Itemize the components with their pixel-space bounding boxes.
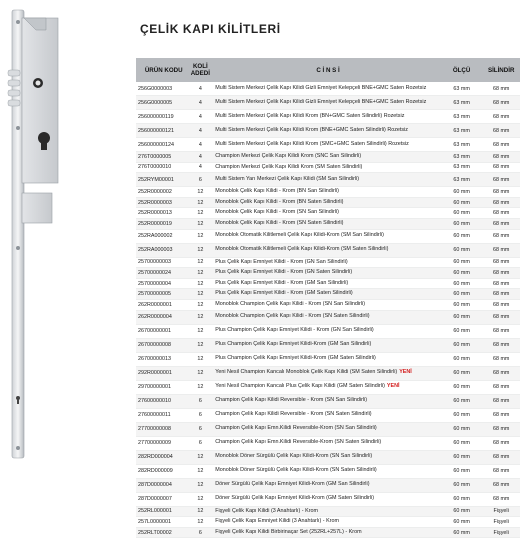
- table-row: [136, 479, 520, 493]
- cell-silindir: 68 mm: [492, 440, 510, 447]
- cell-cins: [211, 86, 441, 92]
- cell-silindir: 68 mm: [492, 468, 510, 475]
- cell-kod: 26700000013: [138, 356, 171, 363]
- cell-koli: 12: [197, 342, 204, 349]
- cell-koli: 12: [197, 220, 204, 227]
- header-koli: KOLİ ADEDİ: [190, 63, 210, 77]
- cell-olcu: 60 mm: [453, 328, 470, 335]
- table-row: [136, 493, 520, 507]
- cell-cins: [211, 482, 441, 488]
- cell-cins: [211, 384, 441, 390]
- cell-silindir: 68 mm: [492, 370, 510, 377]
- table-row: [136, 409, 520, 423]
- cell-kod: 25700000005: [138, 291, 171, 298]
- cell-cins-text: Multi Sistem Merkezi Çelik Kapı Kilidi Gizli Emniyet Kelepçeli BNE+GMC Saten Rozetsiz: [215, 98, 427, 105]
- cell-cins: [211, 398, 441, 404]
- cell-kod: 252RYM00001: [138, 176, 174, 183]
- table-row: [136, 124, 520, 138]
- cell-cins-text: Monoblok Çelik Kapı Kilidi - Krom (BN San Silindirli): [215, 188, 339, 195]
- cell-olcu: 60 mm: [453, 291, 470, 298]
- table-row: [136, 187, 520, 198]
- cell-kod: 29700000001: [138, 384, 171, 391]
- cell-cins-text: Döner Sürgülü Çelik Kapı Emniyet Kilidi-Krom (GM San Silindirli): [215, 481, 370, 488]
- cell-koli: 12: [197, 496, 204, 503]
- table-row: [136, 517, 520, 528]
- table-row: [136, 395, 520, 409]
- cell-silindir: 68 mm: [492, 233, 510, 240]
- cell-olcu: 60 mm: [453, 210, 470, 217]
- cell-koli: 6: [198, 440, 202, 447]
- table-row: [136, 507, 520, 518]
- cell-koli: 12: [197, 314, 204, 321]
- cell-kod: 252RL000001: [138, 508, 172, 515]
- cell-cins: [211, 370, 441, 376]
- cell-koli: 6: [198, 529, 202, 536]
- cell-olcu: 60 mm: [453, 247, 470, 254]
- cell-cins: [211, 270, 441, 276]
- cell-olcu: 60 mm: [453, 440, 470, 447]
- cell-cins-text: Döner Sürgülü Çelik Kapı Emniyet Kilidi-Krom (GM Saten Silindirli): [215, 495, 374, 502]
- cell-cins: [211, 496, 441, 502]
- cell-kod: 252R0000003: [138, 199, 172, 206]
- cell-cins: [211, 509, 441, 515]
- cell-koli: 12: [197, 301, 204, 308]
- cell-olcu: 63 mm: [453, 113, 470, 120]
- cell-kod: 256000000121: [138, 127, 174, 134]
- cell-cins-text: Champion Merkezi Çelik Kapı Kilidi Krom (SM Saten Silindirli): [215, 163, 363, 170]
- cell-koli: 12: [197, 384, 204, 391]
- cell-cins: [211, 210, 441, 216]
- cell-silindir: 68 mm: [492, 220, 510, 227]
- cell-cins-text: Monoblok Otomatik Kilitlemeli Çelik Kapı Kilidi-Krom (SM San Silindirli): [215, 232, 384, 239]
- cell-kod: 287D0000004: [138, 482, 172, 489]
- cell-silindir: 68 mm: [492, 269, 510, 276]
- header-cins: C İ N S İ: [316, 66, 340, 74]
- cell-silindir: 68 mm: [492, 280, 510, 287]
- cell-cins-text: Fişyeli Çelik Kapı Kilidi Birbirinaçar Set (252RL+257L) - Krom: [215, 528, 362, 535]
- cell-olcu: 60 mm: [453, 314, 470, 321]
- table-row: [136, 163, 520, 174]
- cell-olcu: 60 mm: [453, 233, 470, 240]
- cell-cins: [211, 189, 441, 195]
- cell-cins-text: Multi Sistem Merkezi Çelik Kapı Kilidi Krom (SMC+GMC Saten Silindirli) Rozetsiz: [215, 140, 409, 147]
- table-row: [136, 528, 520, 538]
- table-row: [136, 451, 520, 465]
- cell-kod: 27700000008: [138, 426, 171, 433]
- table-row: [136, 465, 520, 479]
- cell-kod: 27600000010: [138, 398, 171, 405]
- cell-cins: [211, 142, 441, 148]
- table-body: [136, 82, 520, 538]
- cell-cins-text: Monoblok Döner Sürgülü Çelik Kapı Kilidi-Krom (SN Saten Silindirli): [215, 467, 377, 474]
- cell-olcu: 60 mm: [453, 398, 470, 405]
- cell-silindir: Fişyeli: [493, 518, 509, 525]
- cell-cins-text: Yeni Nesil Champion Kancalı Monoblok Çelik Kapı Kilidi (SM Saten Silindirli): [215, 369, 398, 376]
- cell-koli: 4: [198, 85, 202, 92]
- cell-koli: 4: [198, 127, 202, 134]
- table-row: [136, 353, 520, 367]
- cell-cins-text: Plus Çelik Kapı Emniyet Kilidi - Krom (GM Saten Silindirli): [215, 290, 353, 297]
- cell-koli: 4: [198, 141, 202, 148]
- page-title: ÇELİK KAPI KİLİTLERİ: [140, 22, 281, 36]
- cell-cins-text: Monoblok Champion Çelik Kapı Kilidi - Krom (SN Saten Silindirli): [215, 313, 370, 320]
- cell-koli: 12: [197, 210, 204, 217]
- table-row: [136, 230, 520, 244]
- cell-olcu: 60 mm: [453, 454, 470, 461]
- cell-cins: [211, 412, 441, 418]
- cell-olcu: 60 mm: [453, 496, 470, 503]
- cell-kod: 282RD000004: [138, 454, 173, 461]
- cell-silindir: 68 mm: [492, 301, 510, 308]
- header-olcu: ÖLÇÜ: [452, 66, 471, 74]
- cell-olcu: 60 mm: [453, 508, 470, 515]
- table-row: [136, 289, 520, 300]
- cell-silindir: 68 mm: [492, 199, 510, 206]
- cell-olcu: 60 mm: [453, 259, 470, 266]
- cell-koli: 12: [197, 468, 204, 475]
- cell-cins-text: Plus Champion Çelik Kapı Emniyet Kilidi-Krom (GM Saten Silindirli): [215, 355, 376, 362]
- cell-koli: 12: [197, 188, 204, 195]
- table-row: [136, 367, 520, 381]
- cell-olcu: 60 mm: [453, 188, 470, 195]
- cell-cins: [211, 281, 441, 287]
- cell-kod: 252RA000003: [138, 247, 173, 254]
- table-row: [136, 279, 520, 290]
- cell-koli: 12: [197, 291, 204, 298]
- cell-koli: 12: [197, 233, 204, 240]
- cell-olcu: 60 mm: [453, 482, 470, 489]
- cell-silindir: 68 mm: [492, 85, 510, 92]
- cell-olcu: 60 mm: [453, 220, 470, 227]
- cell-cins-text: Monoblok Otomatik Kilitlemeli Çelik Kapı Kilidi-Krom (SM Saten Silindirli): [215, 246, 389, 253]
- cell-olcu: 60 mm: [453, 280, 470, 287]
- cell-olcu: 60 mm: [453, 342, 470, 349]
- cell-kod: 25700000004: [138, 280, 171, 287]
- cell-cins: [211, 314, 441, 320]
- cell-koli: 4: [198, 113, 202, 120]
- cell-silindir: 68 mm: [492, 188, 510, 195]
- cell-silindir: 68 mm: [492, 210, 510, 217]
- cell-cins: [211, 302, 441, 308]
- cell-kod: 257L0000001: [138, 518, 171, 525]
- cell-silindir: 68 mm: [492, 384, 510, 391]
- cell-cins-text: Monoblok Çelik Kapı Kilidi - Krom (SN Saten Silindirli): [215, 219, 344, 226]
- cell-cins: [211, 100, 441, 106]
- cell-cins: [211, 128, 441, 134]
- cell-silindir: 68 mm: [492, 356, 510, 363]
- cell-olcu: 63 mm: [453, 141, 470, 148]
- cell-cins-text: Multi Sistem Merkezi Çelik Kapı Kilidi Gizli Emniyet Kelepçeli BNE+GMC Saten Rozetsiz: [215, 84, 427, 91]
- cell-silindir: 68 mm: [492, 99, 510, 106]
- cell-cins: [211, 468, 441, 474]
- cell-olcu: 63 mm: [453, 176, 470, 183]
- cell-cins: [211, 440, 441, 446]
- table-row: [136, 82, 520, 96]
- cell-kod: 262R0000001: [138, 301, 172, 308]
- cell-cins: [211, 247, 441, 253]
- cell-koli: 12: [197, 482, 204, 489]
- cell-cins: [211, 177, 441, 183]
- table-row: [136, 96, 520, 110]
- cell-cins: [211, 233, 441, 239]
- cell-kod: 25700000003: [138, 259, 171, 266]
- table-row: [136, 152, 520, 163]
- cell-silindir: 68 mm: [492, 247, 510, 254]
- table-row: [136, 138, 520, 152]
- cell-koli: 12: [197, 247, 204, 254]
- cell-kod: 262R0000004: [138, 314, 172, 321]
- cell-silindir: 68 mm: [492, 291, 510, 298]
- cell-koli: 12: [197, 269, 204, 276]
- cell-silindir: Fişyeli: [493, 529, 509, 536]
- cell-silindir: Fişyeli: [493, 508, 509, 515]
- cell-olcu: 60 mm: [453, 468, 470, 475]
- cell-cins: [211, 165, 441, 171]
- cell-olcu: 63 mm: [453, 164, 470, 171]
- cell-koli: 6: [198, 426, 202, 433]
- cell-cins-text: Monoblok Çelik Kapı Kilidi - Krom (BN Saten Silindirli): [215, 198, 344, 205]
- cell-olcu: 63 mm: [453, 153, 470, 160]
- cell-koli: 12: [197, 356, 204, 363]
- cell-koli: 6: [198, 412, 202, 419]
- cell-kod: 282RD000009: [138, 468, 173, 475]
- cell-cins: [211, 530, 441, 536]
- cell-cins-text: Multi Sistem Yarı Merkezi Çelik Kapı Kilidi (SM San Silindirli): [215, 175, 360, 182]
- cell-cins: [211, 114, 441, 120]
- table-row: [136, 381, 520, 395]
- cell-cins-text: Plus Champion Çelik Kapı Emniyet Kilidi-Krom (GM San Silindirli): [215, 341, 372, 348]
- cell-kod: 256G0000003: [138, 85, 173, 92]
- table-row: [136, 325, 520, 339]
- cell-cins-text: Fişyeli Çelik Kapı Emniyet Kilidi (3 Anahtarlı) - Krom: [215, 518, 339, 525]
- cell-kod: 25700000024: [138, 269, 171, 276]
- cell-silindir: 68 mm: [492, 164, 510, 171]
- cell-silindir: 68 mm: [492, 482, 510, 489]
- cell-cins: [211, 260, 441, 266]
- cell-cins-text: Champion Çelik Kapı Emn.Kilidi Reversible-Krom (SN San Silindirli): [215, 425, 377, 432]
- cell-koli: 6: [198, 176, 202, 183]
- cell-kod: 256000000119: [138, 113, 174, 120]
- cell-cins: [211, 454, 441, 460]
- cell-silindir: 68 mm: [492, 314, 510, 321]
- cell-kod: 27600000011: [138, 412, 171, 419]
- new-badge: YENİ: [386, 383, 400, 390]
- cell-olcu: 60 mm: [453, 426, 470, 433]
- cell-kod: 256000000124: [138, 141, 174, 148]
- table-row: [136, 173, 520, 187]
- new-badge: YENİ: [399, 369, 412, 376]
- cell-cins-text: Monoblok Döner Sürgülü Çelik Kapı Kilidi-Krom (SN San Silindirli): [215, 453, 373, 460]
- cell-koli: 12: [197, 454, 204, 461]
- cell-olcu: 60 mm: [453, 518, 470, 525]
- cell-kod: 287D0000007: [138, 496, 172, 503]
- cell-cins-text: Yeni Nesil Champion Kancalı Plus Çelik Kapı Kilidi (GM Saten Silindirli): [215, 383, 385, 390]
- cell-kod: 276T0000005: [138, 153, 172, 160]
- cell-olcu: 63 mm: [453, 99, 470, 106]
- cell-koli: 12: [197, 508, 204, 515]
- cell-koli: 12: [197, 280, 204, 287]
- cell-koli: 12: [197, 328, 204, 335]
- cell-cins: [211, 426, 441, 432]
- cell-cins-text: Fişyeli Çelik Kapı Kilidi (3 Anahtarlı) - Krom: [215, 507, 318, 514]
- table-row: [136, 208, 520, 219]
- product-table: [136, 58, 520, 538]
- cell-cins: [211, 291, 441, 297]
- table-row: [136, 219, 520, 230]
- cell-silindir: 68 mm: [492, 113, 510, 120]
- cell-cins: [211, 519, 441, 525]
- cell-kod: 26700000001: [138, 328, 171, 335]
- header-silindir: SİLİNDİR: [487, 66, 515, 74]
- cell-cins-text: Multi Sistem Merkezi Çelik Kapı Kilidi Krom (BN+GMC Saten Silindirli) Rozetsiz: [215, 112, 405, 119]
- cell-silindir: 68 mm: [492, 426, 510, 433]
- table-row: [136, 258, 520, 269]
- cell-kod: 252R0000002: [138, 188, 172, 195]
- cell-silindir: 68 mm: [492, 153, 510, 160]
- cell-koli: 12: [197, 259, 204, 266]
- cell-cins-text: Champion Merkezi Çelik Kapı Kilidi Krom (SNC San Silindirli): [215, 153, 362, 159]
- table-header: [136, 58, 520, 82]
- cell-cins-text: Plus Çelik Kapı Emniyet Kilidi - Krom (GM San Silindirli): [215, 279, 349, 286]
- cell-kod: 252RLT00002: [138, 529, 172, 536]
- cell-cins-text: Monoblok Champion Çelik Kapı Kilidi - Krom (SN San Silindirli): [215, 300, 366, 307]
- cell-silindir: 68 mm: [492, 398, 510, 405]
- cell-silindir: 68 mm: [492, 127, 510, 134]
- cell-olcu: 60 mm: [453, 529, 470, 536]
- cell-silindir: 68 mm: [492, 454, 510, 461]
- cell-cins-text: Plus Çelik Kapı Emniyet Kilidi - Krom (GN San Silindirli): [215, 258, 348, 265]
- table-row: [136, 339, 520, 353]
- table-row: [136, 268, 520, 279]
- cell-cins: [211, 221, 441, 227]
- cell-koli: 12: [197, 370, 204, 377]
- cell-koli: 12: [197, 199, 204, 206]
- cell-olcu: 60 mm: [453, 269, 470, 276]
- cell-cins: [211, 154, 441, 160]
- cell-cins-text: Champion Çelik Kapı Kilidi Reversible - Krom (SN Saten Silindirli): [215, 411, 372, 418]
- cell-silindir: 68 mm: [492, 141, 510, 148]
- cell-kod: 252RA000002: [138, 233, 173, 240]
- table-row: [136, 198, 520, 209]
- cell-kod: 292R0000001: [138, 370, 172, 377]
- cell-silindir: 68 mm: [492, 342, 510, 349]
- cell-olcu: 63 mm: [453, 85, 470, 92]
- cell-cins-text: Champion Çelik Kapı Kilidi Reversible - Krom (SN San Silindirli): [215, 397, 368, 404]
- table-row: [136, 300, 520, 311]
- cell-kod: 256G0000005: [138, 99, 173, 106]
- cell-cins: [211, 328, 441, 334]
- cell-olcu: 60 mm: [453, 301, 470, 308]
- cell-cins-text: Plus Champion Çelik Kapı Emniyet Kilidi - Krom (GN San Silindirli): [215, 327, 374, 334]
- cell-silindir: 68 mm: [492, 412, 510, 419]
- cell-kod: 252R0000013: [138, 210, 172, 217]
- table-row: [136, 311, 520, 325]
- lock-product-image: [6, 8, 62, 460]
- cell-cins-text: Plus Çelik Kapı Emniyet Kilidi - Krom (GN Saten Silindirli): [215, 269, 353, 276]
- cell-olcu: 60 mm: [453, 370, 470, 377]
- cell-cins-text: Multi Sistem Merkezi Çelik Kapı Kilidi Krom (BNE+GMC Saten Silindirli) Rozetsiz: [215, 126, 408, 133]
- cell-olcu: 60 mm: [453, 356, 470, 363]
- table-row: [136, 437, 520, 451]
- header-kod: ÜRÜN KODU: [144, 66, 183, 74]
- cell-cins-text: Champion Çelik Kapı Emn.Kilidi Reversible-Krom (SN Saten Silindirli): [215, 439, 382, 446]
- table-row: [136, 110, 520, 124]
- cell-silindir: 68 mm: [492, 176, 510, 183]
- cell-kod: 26700000008: [138, 342, 171, 349]
- cell-cins-text: Monoblok Çelik Kapı Kilidi - Krom (SN San Silindirli): [215, 209, 339, 216]
- cell-kod: 276T0000010: [138, 164, 172, 171]
- cell-silindir: 68 mm: [492, 328, 510, 335]
- cell-cins: [211, 200, 441, 206]
- cell-koli: 4: [198, 99, 202, 106]
- cell-koli: 12: [197, 518, 204, 525]
- cell-koli: 4: [198, 153, 202, 160]
- cell-kod: 27700000009: [138, 440, 171, 447]
- cell-cins: [211, 356, 441, 362]
- cell-silindir: 68 mm: [492, 496, 510, 503]
- cell-olcu: 60 mm: [453, 412, 470, 419]
- cell-koli: 6: [198, 398, 202, 405]
- cell-olcu: 60 mm: [453, 384, 470, 391]
- cell-olcu: 60 mm: [453, 199, 470, 206]
- cell-cins: [211, 342, 441, 348]
- table-row: [136, 423, 520, 437]
- table-row: [136, 244, 520, 258]
- cell-koli: 4: [198, 164, 202, 171]
- cell-silindir: 68 mm: [492, 259, 510, 266]
- cell-olcu: 63 mm: [453, 127, 470, 134]
- cell-kod: 252R0000019: [138, 220, 172, 227]
